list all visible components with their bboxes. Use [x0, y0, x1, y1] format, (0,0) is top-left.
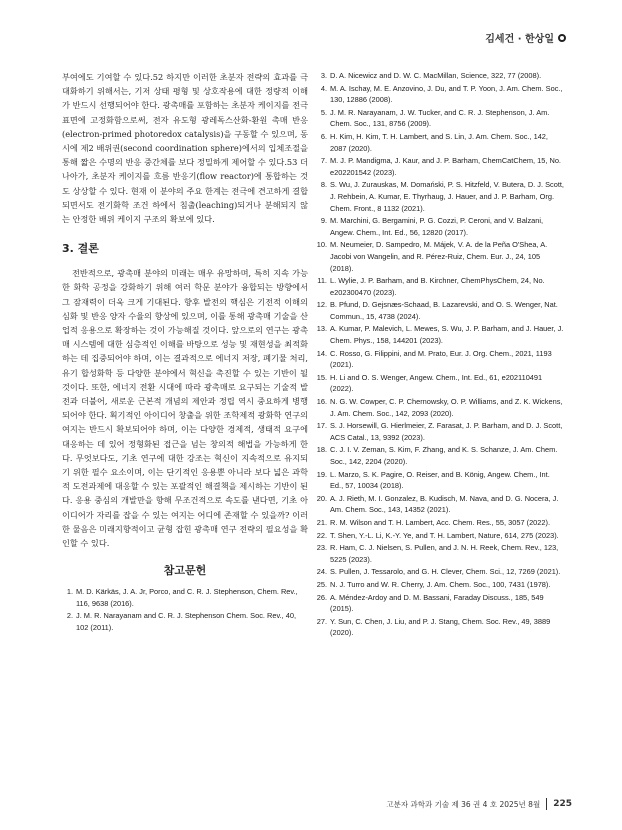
reference-item — [316, 131, 564, 154]
reference-text: N. J. Turro and W. R. Cherry, J. Am. Chem. Soc., 100, 7431 (1978). — [330, 579, 551, 589]
reference-number: 17. — [316, 421, 327, 431]
reference-number: 20. — [316, 493, 327, 503]
journal-info: 고분자 과학과 기술 제 36 권 4 호 2025년 8월 — [386, 799, 541, 809]
reference-text: M. D. Kärkäs, J. A. Jr, Porco, and C. R. J. Stephenson, Chem. Rev., 116, 9638 (2016). — [76, 587, 298, 608]
reference-list-left — [62, 586, 308, 633]
page-number: 225 — [553, 799, 572, 809]
reference-number: 27. — [316, 616, 327, 626]
reference-number: 5. — [320, 107, 327, 117]
reference-item — [316, 579, 564, 591]
page-footer — [386, 798, 572, 810]
reference-item — [316, 239, 564, 274]
reference-text: M. Marchini, G. Bergamini, P. G. Cozzi, P. Ceroni, and V. Balzani, Angew. Chem., Int. Ed., 56, 12820 (2017). — [330, 216, 544, 237]
reference-text: C. J. I. V. Zeman, S. Kim, F. Zhang, and K. S. Schanze, J. Am. Chem. Soc., 142, 2204 (2020). — [330, 445, 558, 466]
reference-number: 16. — [316, 397, 327, 407]
reference-item — [316, 348, 564, 371]
reference-item — [316, 542, 564, 565]
reference-item — [316, 179, 564, 214]
intro-paragraph: 부여에도 기여할 수 있다.52 하지만 이러한 초분자 전략의 효과를 극대화하기 위해서는, 기저 상태 평형 및 상호작용에 대한 정량적 이해가 반드시 선행되어야 한다. 광촉매를 포함하는 초분자 케이지를 전극 표면에 고정화함으로써, 전자 유도형 광레독스산화-환원 촉매 반응(electron-primed photoredox catalysis)을 구동할 수 있으며, 동시에 제2 배위권(second coordination sphere)에서의 입체조절을 통해 짧은 수명의 반응 중간체를 보다 정밀하게 제어할 수 있다.53 더 나아가, 초분자 케이지를 흐름 반응기(flow reactor)에 통합하는 것도 상상할 수 있다. 현재 이 분야의 주요 한계는 전극에 견고하게 결합되면서도 전기화학 조건 하에서 침출(leaching)되거나 분해되지 않는 안정한 배위 케이지 구조의 확보에 있다. — [62, 72, 308, 225]
header-authors: 김세건 · 한상일 — [485, 34, 554, 45]
reference-number: 4. — [320, 83, 327, 93]
circle-icon — [558, 34, 566, 42]
reference-text: L. Marzo, S. K. Pagire, O. Reiser, and B. König, Angew. Chem., Int. Ed., 57, 10034 (2018). — [330, 469, 550, 491]
reference-item — [316, 517, 564, 529]
reference-text: S. Pullen, J. Tessarolo, and G. H. Clever, Chem. Sci., 12, 7269 (2021). — [330, 567, 561, 577]
reference-item — [316, 107, 564, 130]
reference-text: R. M. Wilson and T. H. Lambert, Acc. Chem. Res., 55, 3057 (2022). — [330, 517, 551, 527]
reference-number: 14. — [316, 348, 327, 358]
reference-text: N. G. W. Cowper, C. P. Chernowsky, O. P. Williams, and Z. K. Wickens, J. Am. Chem. Soc., 142, 2093 (2020). — [330, 397, 563, 418]
reference-text: A. Méndez-Ardoy and D. M. Bassani, Faraday Discuss., 185, 549 (2015). — [330, 592, 544, 614]
reference-number: 21. — [316, 517, 327, 527]
reference-number: 19. — [316, 469, 327, 479]
reference-item — [316, 566, 564, 578]
left-column — [62, 70, 308, 635]
reference-number: 22. — [316, 530, 327, 540]
reference-item — [316, 83, 564, 106]
reference-text: H. Li and O. S. Wenger, Angew. Chem., Int. Ed., 61, e202110491 (2022). — [330, 372, 543, 394]
reference-text: L. Wylie, J. P. Barham, and B. Kirchner, ChemPhysChem, 24, No. e202300470 (2023). — [330, 276, 545, 297]
conclusion-paragraph: 전반적으로, 광촉매 분야의 미래는 매우 유망하며, 특히 지속 가능한 화학 공정을 강화하기 위해 여러 학문 분야가 융합되는 방향에서 그 잠재력이 더욱 크게 기대된다. 향후 발전의 핵심은 기전적 이해의 심화 및 반응 양자 수율의 향상에 있으며, 이를 통해 광촉매 기술을 산업적 응용으로 확장하는 것이 가능해질 것이다. 앞으로의 연구는 광촉매 시스템에 대한 심층적인 이해를 바탕으로 성능 및 재현성을 최적화하는 데 집중되어야 하며, 이는 결과적으로 에너지 저장, 폐기물 처리, 유기 합성화학 등 다양한 분야에서 혁신을 촉진할 수 있는 기반이 될 것이다. 또한, 에너지 전환 시대에 따라 광촉매로 요구되는 기술적 발전과 더불어, 새로운 근본적 개념의 제안과 정립 역시 중요하게 병행되어야 한다. 획기적인 아이디어 창출을 위한 조학제적 광화학 연구의 여지는 반드시 확보되어야 하며, 이는 다양한 경제적, 생태적 요구에 대응하는 데 있어 정형화된 접근을 넘는 창의적 해법을 가능하게 한다. 무엇보다도, 기초 연구에 대한 강조는 혁신이 지속적으로 유지되기 위한 필수 요소이며, 이는 단기적인 응용뿐 아니라 보다 넓은 과학적 도전과제에 대응할 수 있는 포괄적인 해결책을 제시하는 기반이 된다. 응용 중심의 개발만을 향해 무조건적으로 속도를 낸다면, 기초 아이디어가 자리를 잡을 수 있는 여지는 어디에 존재할 수 있을까? 이러한 물음은 미래지향적이고 균형 잡힌 광촉매 연구 전략의 필요성을 확인할 수 있다. — [62, 268, 308, 549]
reference-item — [316, 493, 564, 516]
reference-text: D. A. Nicewicz and D. W. C. MacMillan, Science, 322, 77 (2008). — [330, 71, 542, 80]
reference-text: M. A. Ischay, M. E. Anzovino, J. Du, and T. P. Yoon, J. Am. Chem. Soc., 130, 12886 (2008). — [330, 83, 563, 105]
reference-text: J. M. R. Narayanam, J. W. Tucker, and C. R. J. Stephenson, J. Am. Chem. Soc., 131, 8756 (2009). — [330, 107, 550, 129]
reference-text: H. Kim, H. Kim, T. H. Lambert, and S. Lin, J. Am. Chem. Soc., 142, 2087 (2020). — [330, 131, 548, 153]
reference-item — [316, 275, 564, 298]
reference-text: T. Shen, Y.-L. Li, K.-Y. Ye, and T. H. Lambert, Nature, 614, 275 (2023). — [330, 530, 559, 540]
reference-item — [316, 70, 564, 82]
reference-text: J. M. R. Narayanam and C. R. J. Stephenson Chem. Soc. Rev., 40, 102 (2011). — [76, 611, 297, 633]
reference-number: 11. — [317, 276, 327, 286]
reference-item — [316, 530, 564, 542]
reference-text: R. Ham, C. J. Nielsen, S. Pullen, and J. N. H. Reek, Chem. Rev., 123, 5225 (2023). — [330, 543, 559, 564]
reference-number: 23. — [316, 543, 327, 553]
reference-number: 12. — [316, 300, 327, 310]
reference-item — [316, 592, 564, 615]
reference-item — [316, 396, 564, 419]
reference-item — [62, 586, 308, 609]
reference-text: M. Neumeier, D. Sampedro, M. Májek, V. A. de la Peña O'Shea, A. Jacobi von Wangelin, and R. Pérez-Ruiz, Chem. Eur. J., 24, 105 (2018). — [330, 240, 548, 273]
reference-text: C. Rosso, G. Filippini, and M. Prato, Eur. J. Org. Chem., 2021, 1193 (2021). — [330, 348, 552, 370]
reference-item — [316, 469, 564, 492]
reference-item — [316, 299, 564, 322]
reference-text: Y. Sun, C. Chen, J. Liu, and P. J. Stang, Chem. Soc. Rev., 49, 3889 (2020). — [330, 616, 551, 638]
page-header — [485, 30, 566, 45]
section-title-conclusion: 3. 결론 — [62, 242, 99, 256]
reference-number: 18. — [316, 445, 327, 455]
reference-text: S. Wu, J. Zurauskas, M. Domański, P. S. Hitzfeld, V. Butera, D. J. Scott, J. Rehbein, A. Kumar, E. Thyrhaug, J. Hauer, and J. P. Barham, Org. Chem. Front., 8 1132 (2021). — [330, 180, 564, 213]
reference-item — [316, 444, 564, 467]
reference-item — [316, 155, 564, 178]
reference-number: 1. — [66, 587, 73, 597]
reference-number: 25. — [316, 579, 327, 589]
reference-number: 3. — [320, 71, 327, 80]
reference-number: 10. — [316, 240, 327, 250]
reference-list-right — [316, 70, 564, 639]
reference-item — [62, 610, 308, 633]
reference-number: 13. — [316, 324, 327, 334]
reference-text: B. Pfund, D. Gejsnæs-Schaad, B. Lazarevski, and O. S. Wenger, Nat. Commun., 15, 4738 (2024). — [330, 300, 558, 321]
reference-item — [316, 616, 564, 639]
reference-number: 26. — [316, 592, 327, 602]
reference-text: S. J. Horsewill, G. Hierlmeier, Z. Farasat, J. P. Barham, and D. J. Scott, ACS Catal., 13, 9392 (2023). — [330, 421, 563, 442]
reference-item — [316, 215, 564, 238]
references-title: 참고문헌 — [163, 564, 207, 578]
reference-number: 24. — [316, 567, 327, 577]
reference-item — [316, 323, 564, 346]
reference-number: 8. — [320, 180, 327, 190]
reference-number: 9. — [320, 216, 327, 226]
reference-text: A. J. Rieth, M. I. Gonzalez, B. Kudisch, M. Nava, and D. G. Nocera, J. Am. Chem. Soc., 143, 14352 (2021). — [330, 493, 559, 515]
reference-number: 6. — [320, 131, 327, 141]
reference-number: 15. — [316, 372, 327, 382]
footer-divider — [546, 798, 547, 810]
reference-number: 2. — [66, 611, 73, 621]
reference-text: A. Kumar, P. Malevich, L. Mewes, S. Wu, J. P. Barham, and J. Hauer, J. Chem. Phys., 158, 144201 (2023). — [330, 324, 564, 346]
reference-number: 7. — [320, 156, 327, 166]
reference-text: M. J. P. Mandigma, J. Kaur, and J. P. Barham, ChemCatChem, 15, No. e202201542 (2023). — [330, 156, 561, 177]
reference-item — [316, 420, 564, 443]
reference-item — [316, 372, 564, 395]
right-column — [316, 70, 564, 640]
